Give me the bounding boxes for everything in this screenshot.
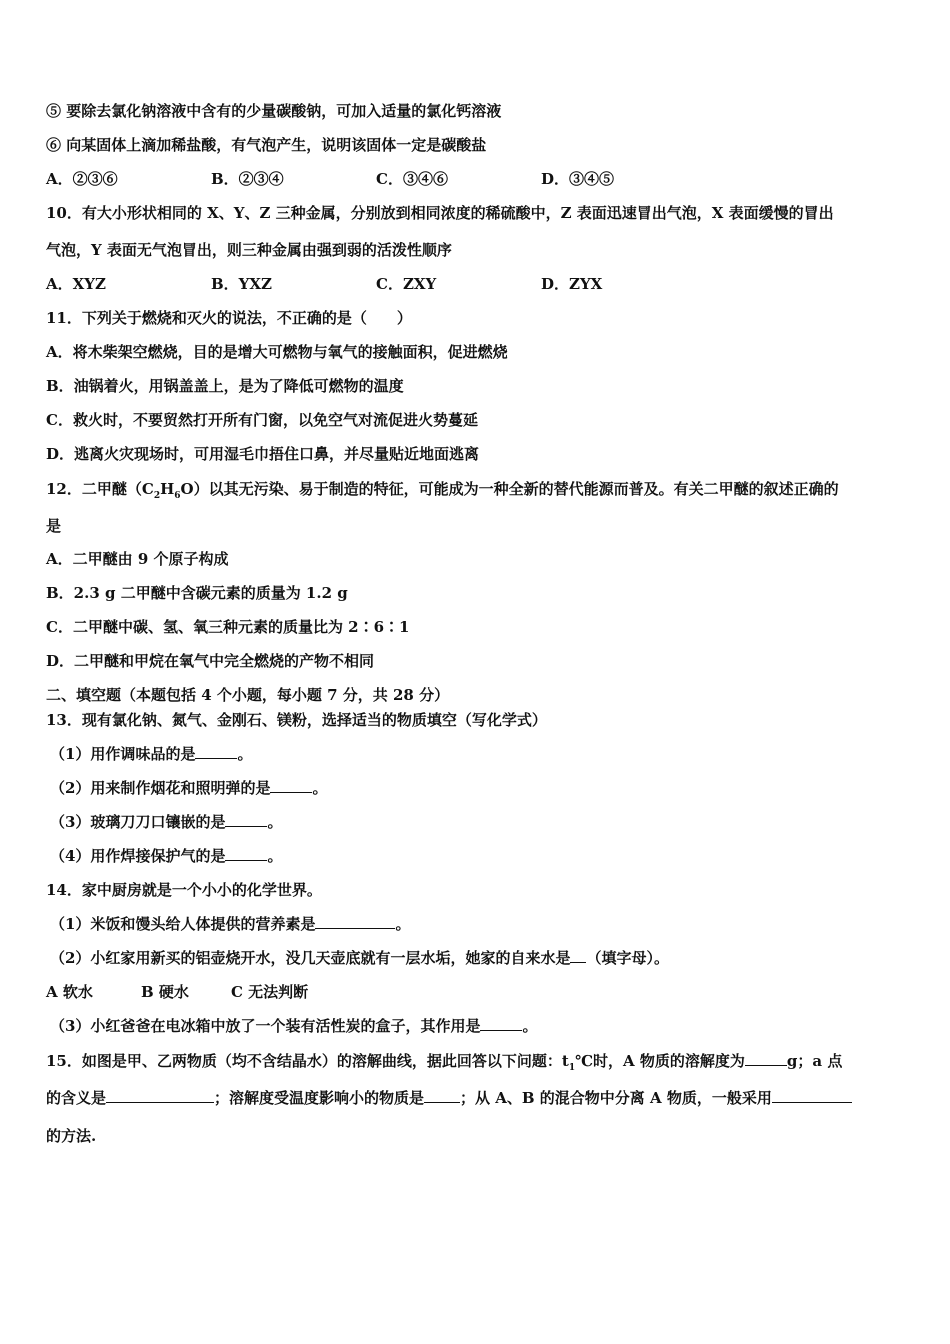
q9-option-a: A．②③⑥ (46, 170, 118, 188)
q12-option-b: B．2.3 g 二甲醚中含碳元素的质量为 1.2 g (46, 584, 348, 602)
q14-choice-c: C 无法判断 (231, 983, 309, 1001)
q10-option-b: B．YXZ (211, 275, 272, 293)
q9-item-6: ⑥ 向某固体上滴加稀盐酸，有气泡产生，说明该固体一定是碳酸盐 (46, 136, 487, 154)
q11-option-c: C．救火时，不要贸然打开所有门窗，以免空气对流促进火势蔓延 (46, 411, 478, 429)
answer-blank[interactable] (195, 744, 237, 759)
answer-blank[interactable] (270, 778, 312, 793)
q12-option-c: C．二甲醚中碳、氢、氧三种元素的质量比为 2∶6∶1 (46, 618, 410, 636)
q13-stem: 13．现有氯化钠、氮气、金刚石、镁粉，选择适当的物质填空（写化学式） (46, 711, 547, 729)
answer-blank[interactable] (106, 1088, 214, 1103)
answer-blank[interactable] (570, 948, 586, 963)
q11-option-a: A．将木柴架空燃烧，目的是增大可燃物与氧气的接触面积，促进燃烧 (46, 343, 508, 361)
q14-stem: 14．家中厨房就是一个小小的化学世界。 (46, 881, 322, 899)
q11-option-b: B．油锅着火，用锅盖盖上，是为了降低可燃物的温度 (46, 377, 404, 395)
q9-options (46, 169, 614, 189)
q14-part-1: （1）米饭和馒头给人体提供的营养素是 。 (50, 915, 411, 933)
q9-option-c: C．③④⑥ (376, 170, 448, 188)
q11-stem: 11．下列关于燃烧和灭火的说法，不正确的是（ ） (46, 309, 412, 327)
q12-option-a: A．二甲醚由 9 个原子构成 (46, 550, 229, 568)
q14-part-2: （2）小红家用新买的铝壶烧开水，没几天壶底就有一层水垢，她家的自来水是 （填字母）。 (50, 949, 669, 967)
q9-option-d: D．③④⑤ (541, 170, 615, 188)
q10-stem-line1: 10．有大小形状相同的 X、Y、Z 三种金属，分别放到相同浓度的稀硫酸中，Z 表面迅速冒出气泡，X 表面缓慢的冒出 (46, 204, 834, 222)
q10-stem-line2: 气泡，Y 表面无气泡冒出，则三种金属由强到弱的活泼性顺序 (46, 241, 452, 259)
q9-item-5: ⑤ 要除去氯化钠溶液中含有的少量碳酸钠，可加入适量的氯化钙溶液 (46, 102, 502, 120)
q15-line3: 的方法. (46, 1127, 97, 1145)
q10-option-d: D．ZYX (541, 275, 603, 293)
q13-part-1: （1）用作调味品的是 。 (50, 745, 253, 763)
q10-options (46, 274, 602, 294)
q15-line1: 15．如图是甲、乙两物质（均不含结晶水）的溶解曲线，据此回答以下问题：$t_1℃$时，A 物质的溶解度为 g；a 点 (46, 1052, 843, 1073)
section-heading: 二、填空题（本题包括 4 个小题，每小题 7 分，共 28 分） (46, 686, 450, 704)
q10-option-a: A．XYZ (46, 275, 106, 293)
answer-blank[interactable] (745, 1051, 787, 1066)
q13-part-4: （4）用作焊接保护气的是 。 (50, 847, 283, 865)
q14-part-3: （3）小红爸爸在电冰箱中放了一个装有活性炭的盒子，其作用是 。 (50, 1017, 538, 1035)
answer-blank[interactable] (225, 812, 267, 827)
answer-blank[interactable] (424, 1088, 460, 1103)
answer-blank[interactable] (315, 914, 395, 929)
q15-line2: 的含义是 ；溶解度受温度影响小的物质是 ；从 A、B 的混合物中分离 A 物质，一般采用 (46, 1088, 852, 1108)
q12-option-d: D．二甲醚和甲烷在氧气中完全燃烧的产物不相同 (46, 652, 375, 670)
answer-blank[interactable] (772, 1088, 852, 1103)
q11-option-d: D．逃离火灾现场时，可用湿毛巾捂住口鼻，并尽量贴近地面逃离 (46, 445, 480, 463)
q14-choice-b: B 硬水 (141, 983, 189, 1001)
q10-option-c: C．ZXY (376, 275, 437, 293)
q13-part-3: （3）玻璃刀刀口镶嵌的是 。 (50, 813, 283, 831)
q13-part-2: （2）用来制作烟花和照明弹的是 。 (50, 779, 328, 797)
q12-stem-line1: 12．二甲醚$(C_2H_6O)$以其无污染、易于制造的特征，可能成为一种全新的替代能源而普及。有关二甲醚的叙述正确的 (46, 480, 839, 501)
answer-blank[interactable] (225, 846, 267, 861)
q14-choice-a: A 软水 (46, 983, 93, 1001)
q12-stem-line2: 是 (46, 517, 62, 535)
answer-blank[interactable] (480, 1016, 522, 1031)
q9-option-b: B．②③④ (211, 170, 284, 188)
q14-choices (46, 982, 308, 1002)
